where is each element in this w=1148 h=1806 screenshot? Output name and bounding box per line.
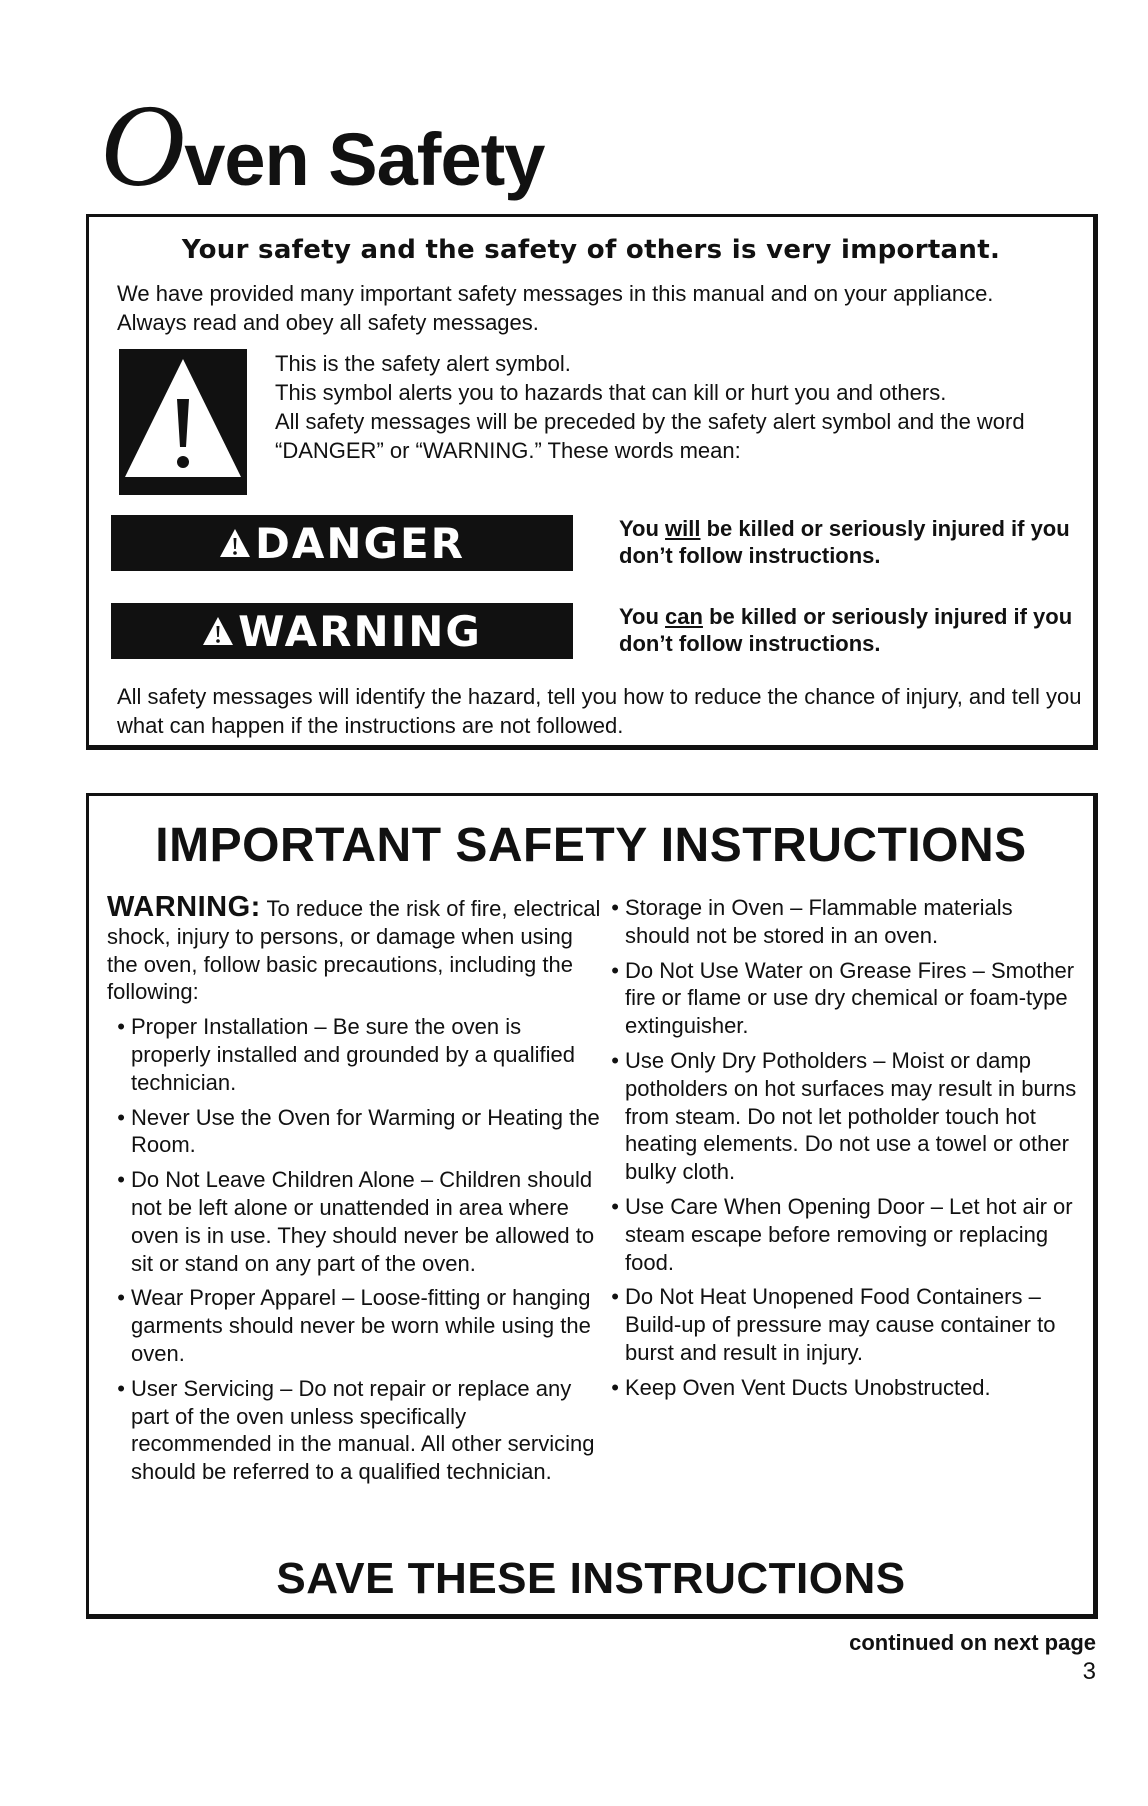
warning-label: WARNING: [238, 606, 482, 656]
list-item: [601, 894, 1081, 950]
continued-note: continued on next page: [849, 1630, 1096, 1655]
safety-alert-icon: [119, 349, 247, 495]
danger-desc-post: be killed or seriously injured if you don’t follow instructions.: [619, 516, 1070, 568]
list-item: [107, 1013, 605, 1096]
bullet-icon: •: [611, 895, 619, 920]
warning-intro-label: WARNING:: [107, 891, 261, 923]
danger-signal-word: [111, 515, 573, 571]
instructions-right-column: [601, 894, 1081, 1402]
list-item: [601, 957, 1081, 1040]
list-item-text: Never Use the Oven for Warming or Heating the Room.: [131, 1104, 600, 1158]
list-item-text: User Servicing – Do not repair or replace any part of the oven unless specifically recommended in the manual. All other servicing should be referred to a qualified technician.: [131, 1375, 595, 1485]
danger-desc-emph: will: [665, 516, 701, 541]
save-instructions-heading: SAVE THESE INSTRUCTIONS: [276, 1554, 906, 1603]
warning-intro-text: To reduce the risk of fire, electrical shock, injury to persons, or damage when using the oven, follow basic precautions, including the following:: [107, 896, 601, 1005]
bullet-icon: •: [611, 1193, 619, 1219]
warning-triangle-icon: [219, 527, 251, 559]
bullet-icon: •: [117, 1285, 125, 1311]
list-item: [601, 1193, 1081, 1276]
warning-signal-word: [111, 603, 573, 659]
warning-desc-post: be killed or seriously injured if you don’t follow instructions.: [619, 604, 1073, 656]
list-item: [601, 1047, 1081, 1186]
warning-triangle-icon: [202, 615, 234, 647]
list-item-text: Keep Oven Vent Ducts Unobstructed.: [625, 1374, 991, 1400]
bullet-icon: •: [611, 1374, 619, 1400]
list-item-text: Do Not Heat Unopened Food Containers – Build-up of pressure may cause container to burst and result in injury.: [625, 1284, 1056, 1365]
list-item-text: Use Care When Opening Door – Let hot air or steam escape before removing or replacing food.: [625, 1193, 1073, 1275]
title-rest: ven Safety: [184, 118, 545, 201]
alert-explanation: [275, 349, 1075, 465]
page-number: 3: [1082, 1658, 1096, 1685]
list-item-text: Use Only Dry Potholders – Moist or damp potholders on hot surfaces may result in burns from steam. Do not let potholder touch hot heating elements. Do not use a towel or other bulky cloth.: [625, 1047, 1077, 1185]
safety-message-box: [86, 214, 1098, 750]
list-item: [107, 1166, 605, 1277]
safety-closing: All safety messages will identify the hazard, tell you how to reduce the chance of injury, and tell you what can happen if the instructions are not followed.: [117, 684, 1082, 738]
bullet-icon: •: [611, 957, 619, 983]
alert-line: All safety messages will be preceded by the safety alert symbol and the word “DANGER” or “WARNING.” These words mean:: [275, 409, 1025, 463]
warning-intro: [107, 891, 605, 1006]
bullet-icon: •: [117, 1104, 125, 1130]
instructions-heading: IMPORTANT SAFETY INSTRUCTIONS: [155, 819, 1027, 872]
danger-description: [619, 515, 1089, 569]
bullet-icon: •: [611, 1047, 619, 1073]
safety-intro: We have provided many important safety messages in this manual and on your appliance. Always read and obey all safety messages.: [117, 281, 994, 335]
list-item: [107, 1104, 605, 1160]
important-instructions-box: [86, 793, 1098, 1619]
list-item-text: Proper Installation – Be sure the oven is properly installed and grounded by a qualified technician.: [131, 1014, 575, 1095]
list-item: [107, 1375, 605, 1486]
bullet-icon: •: [117, 1167, 125, 1193]
bullet-icon: •: [117, 1014, 125, 1040]
list-item: [107, 1284, 605, 1367]
title-initial: O: [100, 80, 185, 211]
alert-line: This symbol alerts you to hazards that can kill or hurt you and others.: [275, 380, 947, 405]
warning-description: [619, 603, 1089, 657]
danger-label: DANGER: [254, 518, 466, 568]
list-item: [601, 1283, 1081, 1366]
safety-heading: Your safety and the safety of others is very important.: [181, 235, 1001, 265]
list-item-text: Storage in Oven – Flammable materials should not be stored in an oven.: [625, 895, 1013, 948]
bullet-icon: •: [117, 1375, 125, 1401]
page-title: [100, 78, 544, 214]
danger-desc-pre: You: [619, 516, 666, 541]
list-item-text: Wear Proper Apparel – Loose-fitting or hanging garments should never be worn while using the oven.: [131, 1285, 591, 1366]
alert-line: This is the safety alert symbol.: [275, 351, 571, 376]
instructions-left-column: [107, 891, 605, 1486]
list-item-text: Do Not Leave Children Alone – Children should not be left alone or unattended in area where oven is in use. They should never be allowed to sit or stand on any part of the oven.: [131, 1167, 595, 1276]
list-item-text: Do Not Use Water on Grease Fires – Smother fire or flame or use dry chemical or foam-type extinguisher.: [625, 957, 1075, 1039]
warning-desc-pre: You: [619, 604, 666, 629]
bullet-icon: •: [611, 1284, 619, 1310]
warning-desc-emph: can: [665, 604, 703, 629]
list-item: [601, 1374, 1081, 1402]
